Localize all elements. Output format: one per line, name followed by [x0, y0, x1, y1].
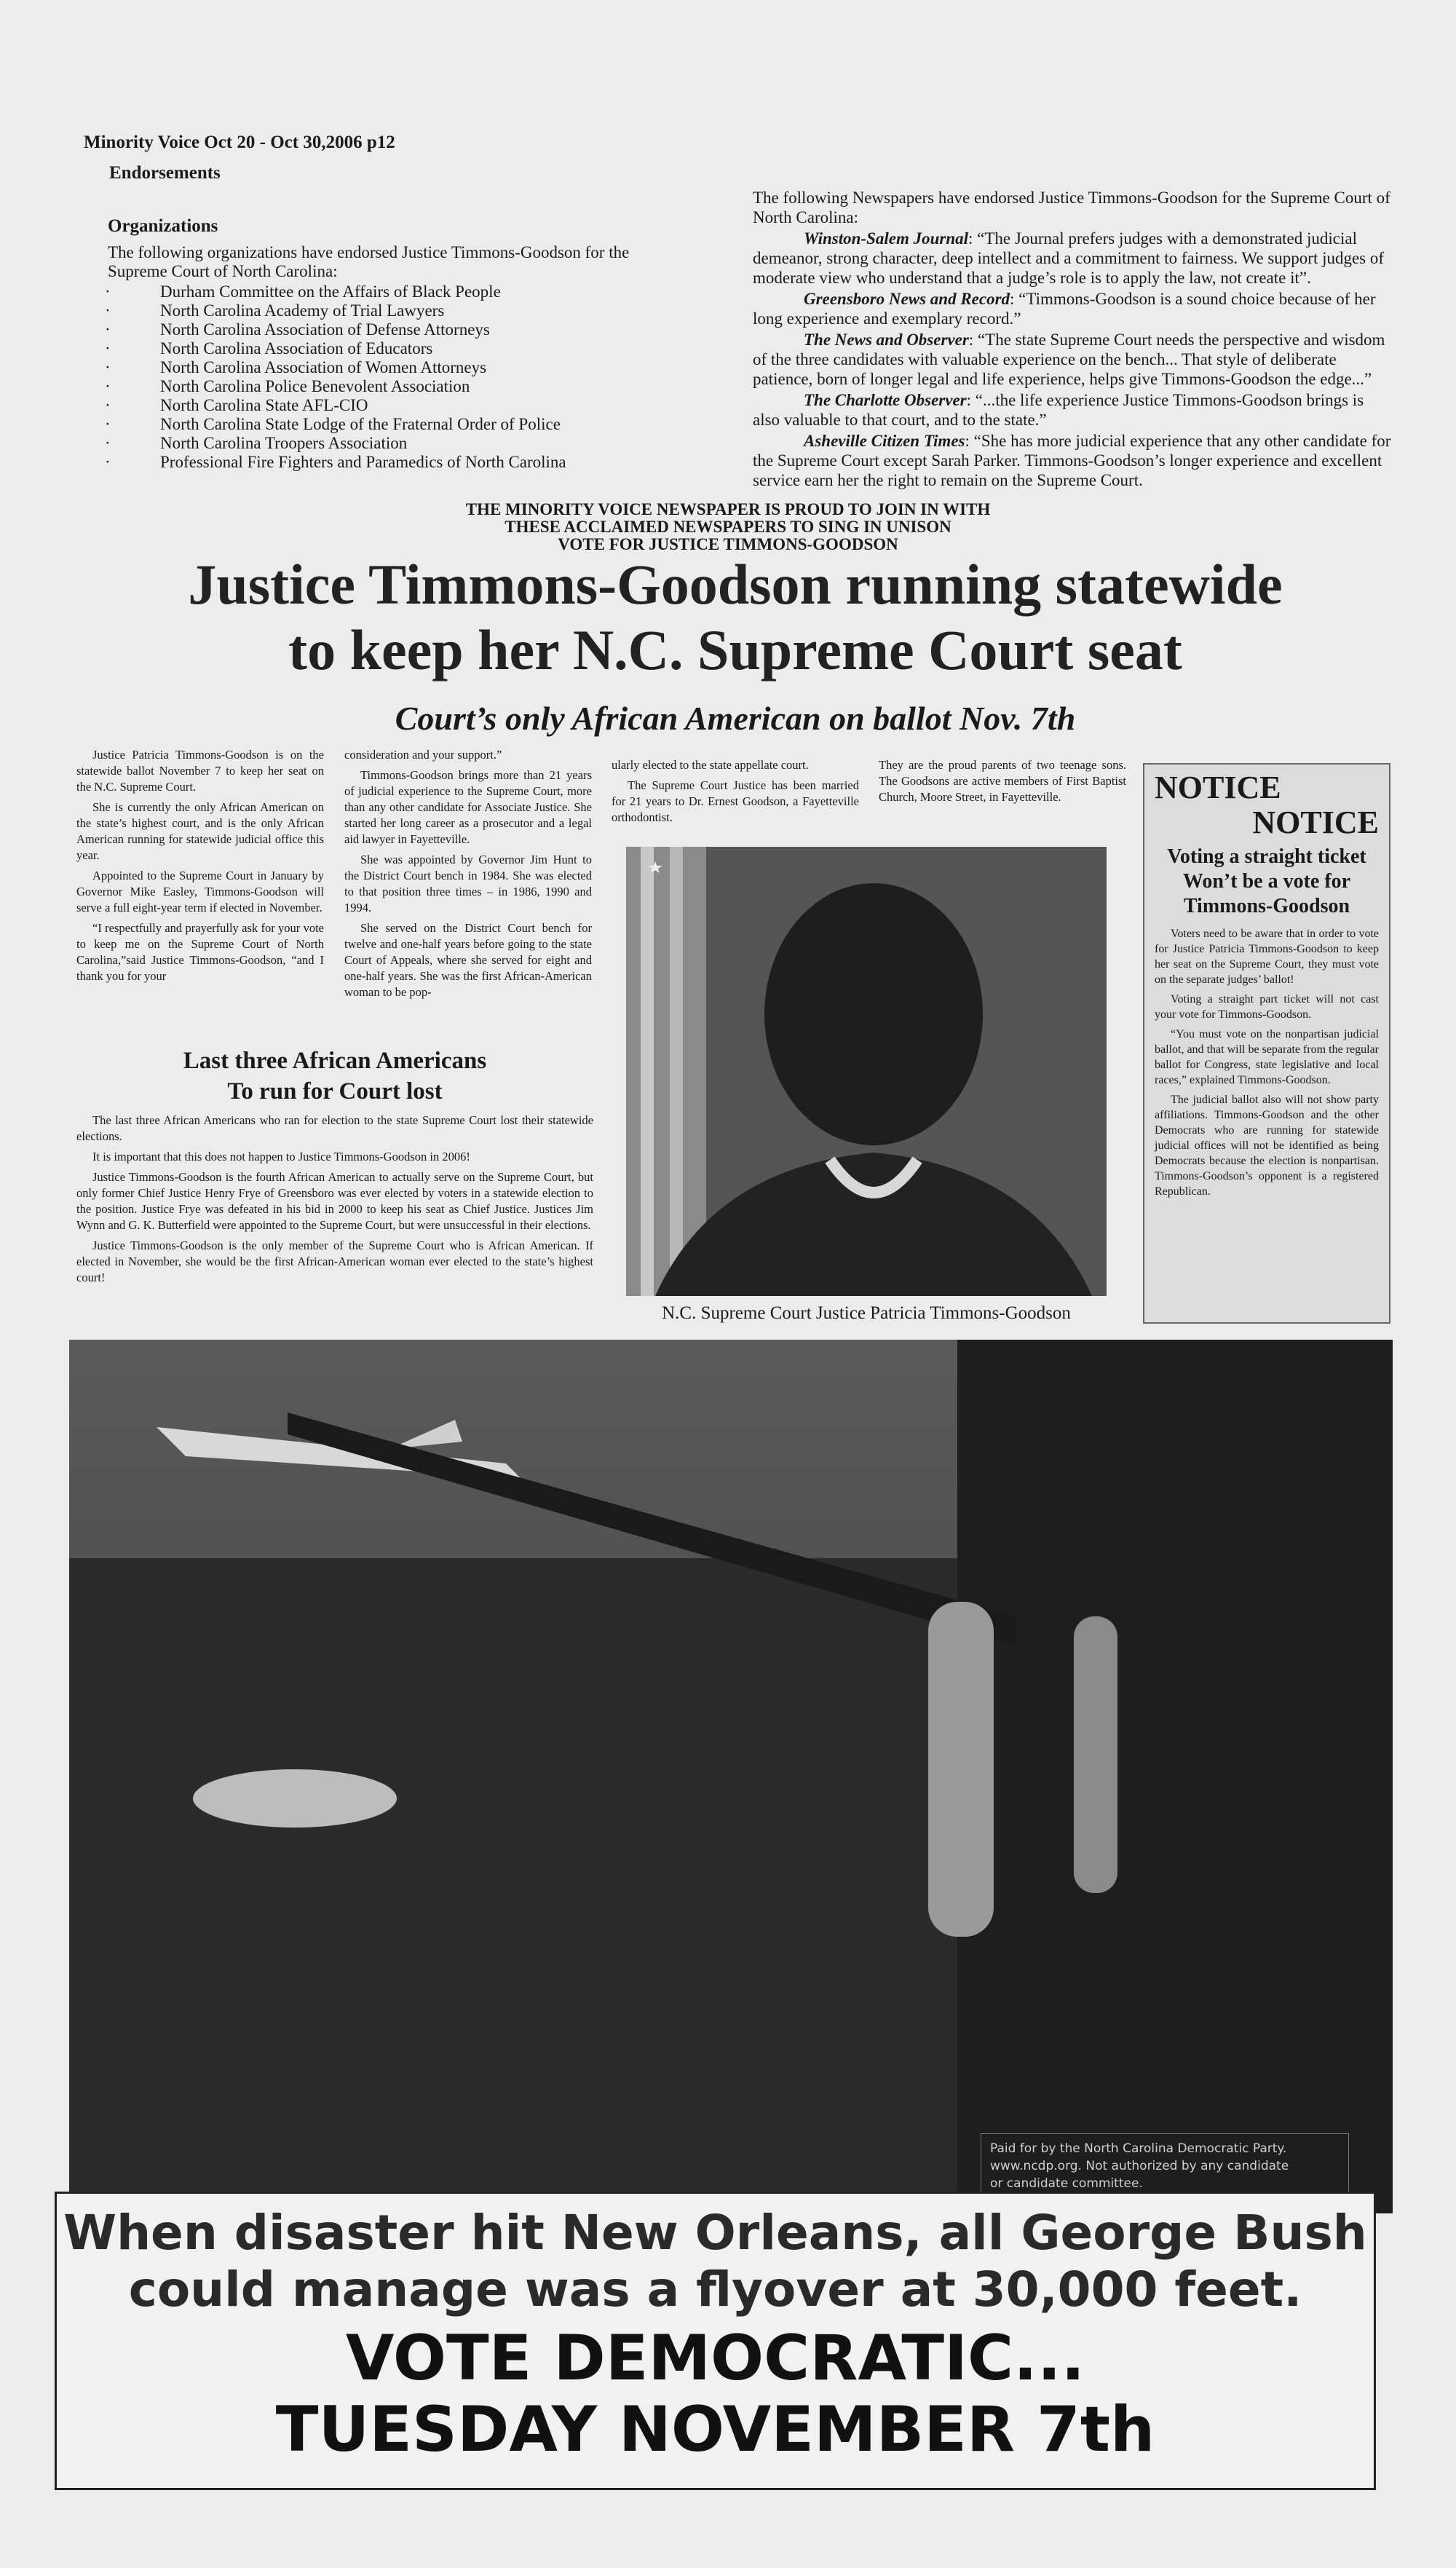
ad-line2: could manage was a flyover at 30,000 feet.: [128, 2261, 1302, 2318]
organizations-list: [105, 283, 661, 472]
list-item: · North Carolina State Lodge of the Fraternal Order of Police: [105, 415, 561, 433]
list-item: · North Carolina Academy of Trial Lawyers: [105, 301, 445, 320]
newspaper-endorsement: The News and Observer: “The state Supreme Court needs the perspective and wisdom of the three candidates with valuable experience on the bench... That style of deliberate patience, born of longer legal and life experience, helps give Timmons-Goodson the edge...”: [753, 331, 1385, 388]
article-column-4: They are the proud parents of two teenage sons. The Goodsons are active members of First Baptist Church, Moore Street, in Fayetteville.: [879, 758, 1126, 804]
ad-line3: VOTE DEMOCRATIC...: [345, 2322, 1085, 2395]
headline-line1: Justice Timmons-Goodson running statewide: [188, 553, 1283, 616]
organizations-intro: The following organizations have endorsed Justice Timmons-Goodson for the Supreme Court of North Carolina:: [108, 243, 630, 280]
ad-disclaimer: Paid for by the North Carolina Democratic Party. www.ncdp.org. Not authorized by any candidate or candidate committee.: [981, 2133, 1349, 2199]
ad-line4: TUESDAY NOVEMBER 7th: [275, 2393, 1155, 2466]
list-item: · North Carolina Association of Educators: [105, 339, 433, 357]
list-item: · Durham Committee on the Affairs of Black People: [105, 283, 501, 301]
notice-box: NOTICE NOTICE Voting a straight ticket Won’t be a vote for Timmons-Goodson Voters need to be aware that in order to vote for Justice Patricia Timmons-Goodson to keep her seat on the Supreme Court, they must vote on the separate judges’ ballot! Voting a straight part ticket will not cast your vote for Timmons-Goodson. “You must vote on the nonpartisan judicial ballot, and that will be separate from the regular ballot for Congress, state legislative and local races,” explained Timmons-Goodson. The judicial ballot also will not show party affiliations. Timmons-Goodson and the other Democrats who are running for statewide judicial offices will not be identified as being Democrats because the election is nonpartisan. Timmons-Goodson’s opponent is a registered Republican.: [1143, 763, 1390, 1324]
newspapers-block: [753, 188, 1393, 491]
notice-title: NOTICE: [1252, 805, 1379, 840]
article-column-1: Justice Patricia Timmons-Goodson is on the statewide ballot November 7 to keep her seat on the N.C. Supreme Court. She is currently the only African American on the state’s highest court, and is the only African American running for statewide judicial office this year. Appointed to the Supreme Court in January by Governor Mike Easley, Timmons-Goodson will serve a full eight-year term if elected in November. “I respectfully and prayerfully ask for your vote to keep me on the Supreme Court of North Carolina,”said Justice Timmons-Goodson, “and I thank you for your: [76, 748, 324, 983]
proud-notice: THE MINORITY VOICE NEWSPAPER IS PROUD TO JOIN IN WITH THESE ACCLAIMED NEWSPAPERS TO SING IN UNISON VOTE FOR JUSTICE TIMMONS-GOODSON: [465, 500, 991, 553]
sidebar-article: Last three African Americans To run for Court lost The last three African Americans who ran for election to the state Supreme Court lost their statewide elections. It is important that this does not happen to Justice Timmons-Goodson in 2006! Justice Timmons-Goodson is the fourth African American to actually serve on the Supreme Court, but only former Chief Justice Henry Frye of Greensboro was ever elected by voters in a statewide election to the position. Justice Frye was defeated in his bid in 2000 to keep his seat as Chief Justice. Justices Jim Wynn and G. K. Butterfield were appointed to the Supreme Court, but were unsuccessful in their elections. Justice Timmons-Goodson is the only member of the Supreme Court who is African American. If elected in November, she would be the first African-American woman ever elected to the state’s highest court!: [76, 1046, 593, 1290]
article-column-3: ularly elected to the state appellate court. The Supreme Court Justice has been married for 21 years to Dr. Ernest Goodson, a Fayetteville orthodontist.: [612, 758, 859, 824]
ad-text-panel: [55, 2192, 1376, 2490]
ad-photo: [69, 1340, 1393, 2213]
notice-subtitle: Voting a straight ticket Won’t be a vote for Timmons-Goodson: [1167, 845, 1366, 917]
masthead-line: Minority Voice Oct 20 - Oct 30,2006 p12: [84, 133, 395, 152]
list-item: · North Carolina Police Benevolent Association: [105, 377, 470, 395]
notice-title: NOTICE: [1155, 770, 1281, 805]
list-item: · North Carolina Troopers Association: [105, 434, 408, 452]
newspapers-intro: The following Newspapers have endorsed Justice Timmons-Goodson for the Supreme Court of North Carolina:: [753, 189, 1390, 226]
article-column-2: consideration and your support.” Timmons-Goodson brings more than 21 years of judicial experience to the Supreme Court, more than any other candidate for Associate Justice. She started her long career as a prosecutor and a legal aid lawyer in Fayetteville. She was appointed by Governor Jim Hunt to the District Court bench in 1984. She was elected to that position three times – in 1986, 1990 and 1994. She served on the District Court bench for twelve and one-half years before going to the state Court of Appeals, where she served for eight and one-half years. She was the first African-American woman to be pop-: [344, 748, 592, 999]
section-title: Endorsements: [109, 163, 221, 183]
list-item: · North Carolina State AFL-CIO: [105, 396, 368, 414]
list-item: · North Carolina Association of Defense Attorneys: [105, 320, 490, 339]
list-item: · Professional Fire Fighters and Paramedics of North Carolina: [105, 453, 566, 471]
portrait-image: [626, 847, 1107, 1296]
headline-line2: to keep her N.C. Supreme Court seat: [288, 618, 1182, 681]
newspaper-endorsement: Greensboro News and Record: “Timmons-Goodson is a sound choice because of her long experience and exemplary record.”: [753, 290, 1376, 328]
organizations-heading: Organizations: [108, 216, 218, 236]
newspaper-endorsement: The Charlotte Observer: “...the life experience Justice Timmons-Goodson brings is also valuable to that court, and to the state.”: [753, 391, 1364, 429]
newspaper-endorsement: Asheville Citizen Times: “She has more judicial experience that any other candidate for the Supreme Court except Sarah Parker. Timmons-Goodson’s longer experience and excellent service earn her the right to remain on the Supreme Court.: [753, 432, 1391, 489]
portrait-photo: [626, 847, 1107, 1296]
headline: [73, 552, 1398, 683]
list-item: · North Carolina Association of Women Attorneys: [105, 358, 487, 376]
photo-caption: N.C. Supreme Court Justice Patricia Timmons-Goodson: [662, 1303, 1071, 1323]
sidebar-heading: Last three African Americans To run for Court lost: [183, 1048, 487, 1105]
organizations-block: [105, 216, 661, 472]
ad-line1: When disaster hit New Orleans, all George Bush: [63, 2205, 1367, 2261]
airplane-window-image: [69, 1340, 1393, 2213]
subheadline: Court’s only African American on ballot Nov. 7th: [395, 700, 1076, 737]
newspaper-endorsement: Winston-Salem Journal: “The Journal prefers judges with a demonstrated judicial demeanor, strong character, deep intellect and a commitment to fairness. We support judges of moderate view who understand that a judge’s role is to apply the law, not create it”.: [753, 229, 1385, 287]
